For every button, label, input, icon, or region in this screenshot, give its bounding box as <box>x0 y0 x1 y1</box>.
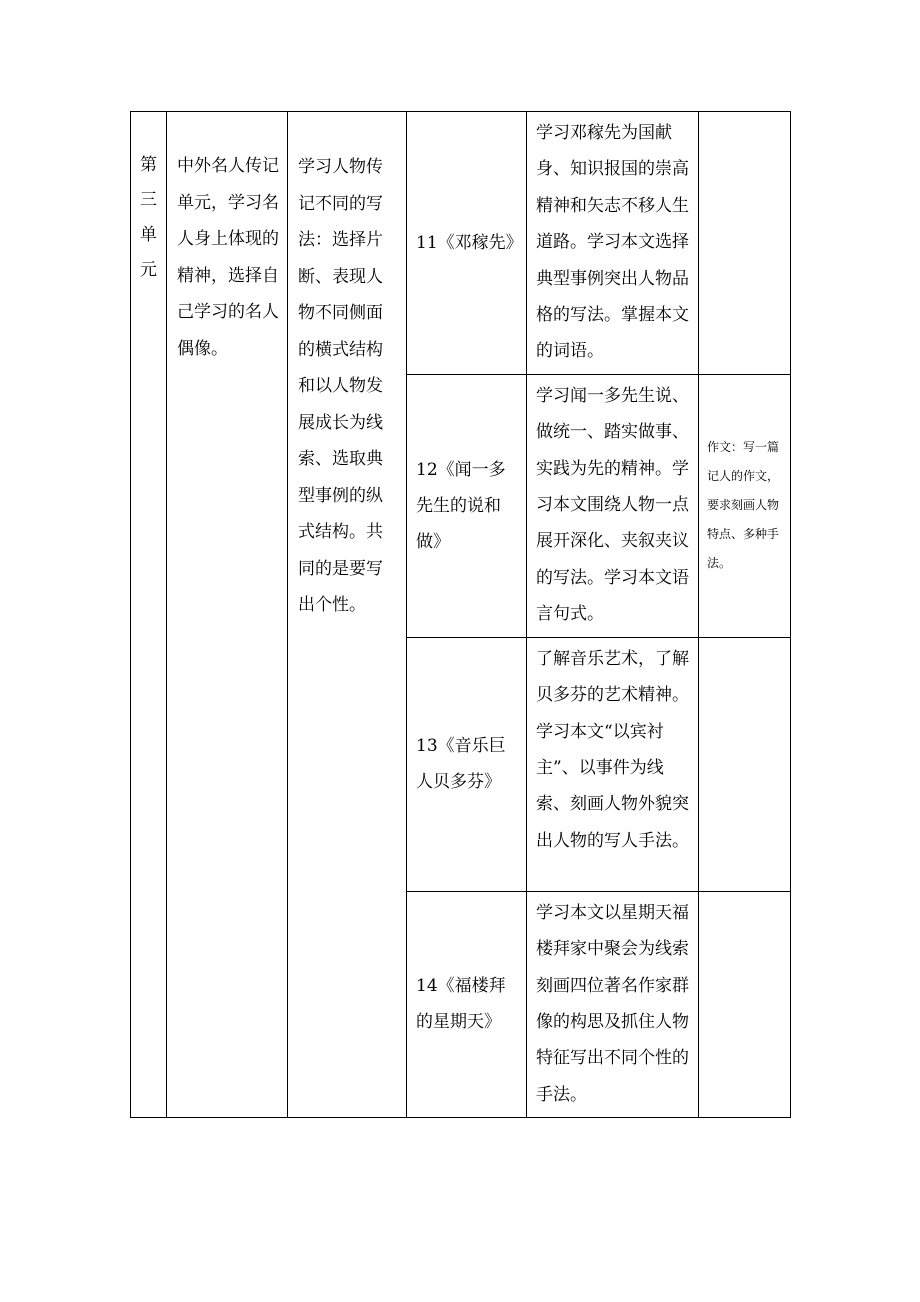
lesson-title: 12《闻一多先生的说和做》 <box>416 459 506 552</box>
lesson-objective-cell <box>527 891 699 1117</box>
lesson-objective-cell <box>527 112 699 375</box>
teaching-plan-table <box>130 111 791 1118</box>
method-cell <box>288 112 407 1118</box>
table-row <box>131 112 791 375</box>
lesson-title: 13《音乐巨人贝多芬》 <box>416 736 506 793</box>
unit-label: 第三单元 <box>140 155 157 280</box>
lesson-title: 14《福楼拜的星期天》 <box>416 976 506 1033</box>
unit-theme-text: 中外名人传记单元，学习名人身上体现的精神，选择自己学习的名人偶像。 <box>177 156 279 359</box>
lesson-objective-cell <box>527 374 699 637</box>
lesson-objective: 学习闻一多先生说、做统一、踏实做事、实践为先的精神。学习本文围绕人物一点展开深化、夹叙夹议的写法。学习本文语言句式。 <box>536 385 689 625</box>
lesson-objective: 了解音乐艺术，了解贝多芬的艺术精神。学习本文“以宾衬主”、以事件为线索、刻画人物外貌突出人物的写人手法。 <box>536 648 689 851</box>
composition-cell <box>699 374 791 637</box>
composition-cell <box>699 891 791 1117</box>
composition-note: 作文：写一篇记人的作文，要求刻画人物特点、多种手法。 <box>707 440 780 571</box>
lesson-title-cell <box>407 637 527 891</box>
lesson-title-cell <box>407 891 527 1117</box>
lesson-objective: 学习本文以星期天福楼拜家中聚会为线索刻画四位著名作家群像的构思及抓住人物特征写出不同个性的手法。 <box>536 902 689 1105</box>
unit-cell <box>131 112 167 1118</box>
writing-method-text: 学习人物传记不同的写法：选择片断、表现人物不同侧面的横式结构和以人物发展成长为线索、选取典型事例的纵式结构。共同的是要写出个性。 <box>298 157 383 615</box>
lesson-title: 11《邓稼先》 <box>416 232 523 253</box>
composition-cell <box>699 637 791 891</box>
lesson-title-cell <box>407 112 527 375</box>
lesson-objective-cell <box>527 637 699 891</box>
theme-cell <box>167 112 288 1118</box>
composition-cell <box>699 112 791 375</box>
lesson-objective: 学习邓稼先为国献身、知识报国的崇高精神和矢志不移人生道路。学习本文选择典型事例突出人物品格的写法。掌握本文的词语。 <box>536 123 689 362</box>
lesson-title-cell <box>407 374 527 637</box>
